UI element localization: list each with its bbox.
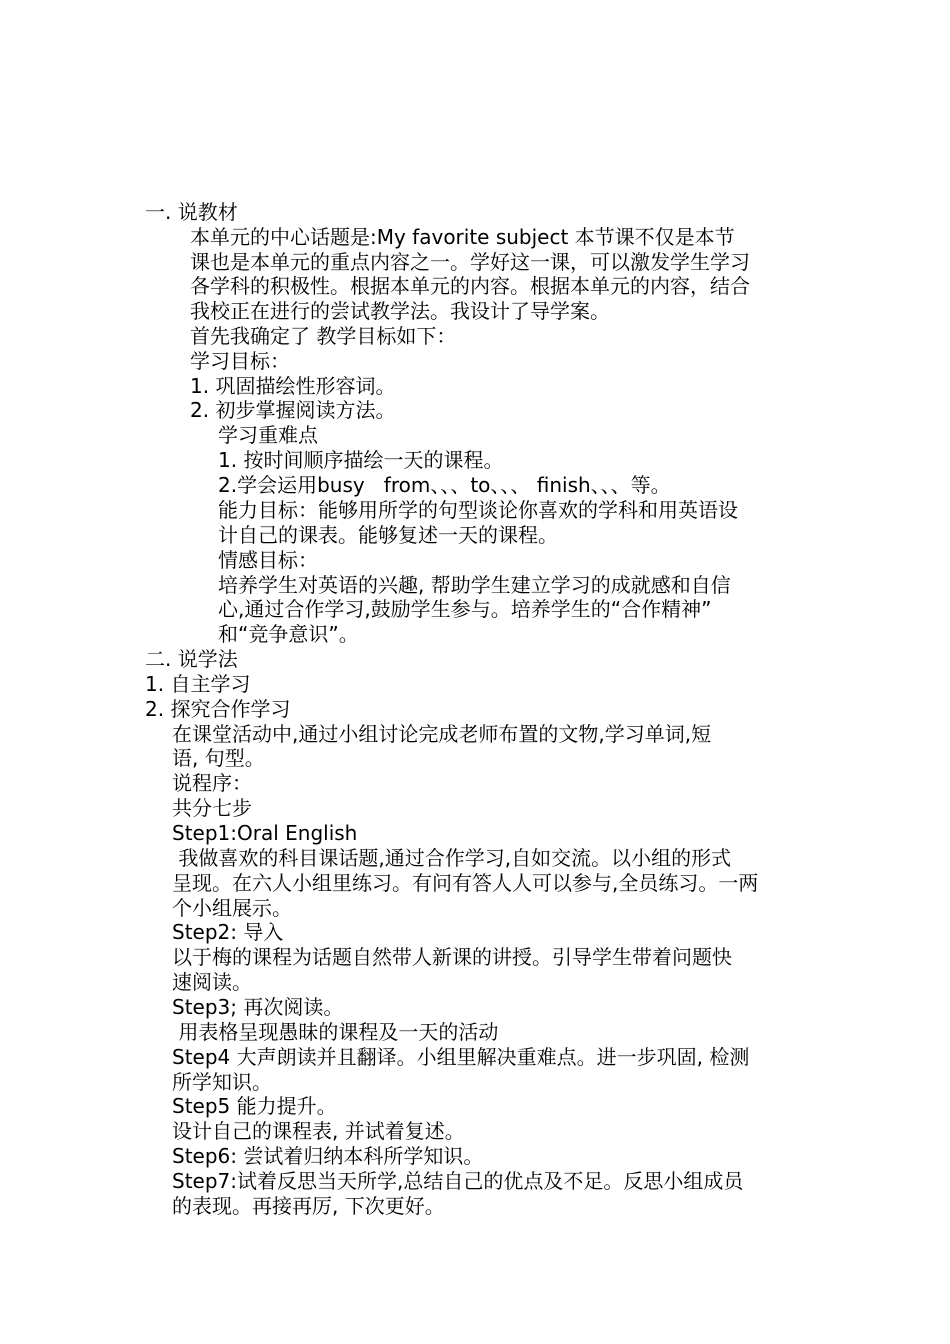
procedure-intro: 共分七步 (172, 796, 252, 820)
section-heading-procedure: 说程序： (172, 771, 252, 795)
study-goal-item: 2. 初步掌握阅读方法。 (190, 398, 396, 422)
method-desc-line: 语, 句型。 (172, 746, 265, 770)
step5-desc: 设计自己的课程表, 并试着复述。 (172, 1119, 465, 1143)
step6-line: Step6: 尝试着归纳本科所学知识。 (172, 1144, 484, 1168)
emotion-goal-line: 培养学生对英语的兴趣, 帮助学生建立学习的成就感和自信 (218, 573, 731, 597)
step3-desc: 用表格呈现愚昧的课程及一天的活动 (172, 1020, 499, 1044)
step4-line: Step4 大声朗读并且翻译。小组里解决重难点。进一步巩固, 检测 (172, 1045, 750, 1069)
emotion-goal-line: 心,通过合作学习,鼓励学生参与。培养学生的“合作精神” (218, 597, 712, 621)
emotion-goal-title: 情感目标： (218, 548, 318, 572)
step3-title: Step3; 再次阅读。 (172, 995, 344, 1019)
goal-intro: 首先我确定了 教学目标如下： (190, 324, 457, 348)
emotion-goal-line: 和“竞争意识”。 (218, 622, 359, 646)
method-item: 2. 探究合作学习 (145, 697, 291, 721)
step1-title: Step1:Oral English (172, 821, 358, 845)
section-heading-teaching-material: 一. 说教材 (145, 200, 238, 224)
step7-line: Step7:试着反思当天所学,总结自己的优点及不足。反思小组成员 (172, 1169, 744, 1193)
step4-line: 所学知识。 (172, 1070, 272, 1094)
step2-title: Step2: 导入 (172, 920, 284, 944)
ability-goal-line: 能力目标：能够用所学的句型谈论你喜欢的学科和用英语设 (218, 498, 738, 522)
paragraph-line: 本单元的中心话题是:My favorite subject 本节课不仅是本节 (190, 225, 735, 249)
key-points-title: 学习重难点 (218, 423, 318, 447)
method-desc-line: 在课堂活动中,通过小组讨论完成老师布置的文物,学习单词,短 (172, 722, 712, 746)
section-heading-learning-method: 二. 说学法 (145, 647, 238, 671)
paragraph-line: 课也是本单元的重点内容之一。学好这一课，可以激发学生学习 (190, 250, 750, 274)
method-item: 1. 自主学习 (145, 672, 251, 696)
step5-title: Step5 能力提升。 (172, 1094, 337, 1118)
step2-desc-line: 以于梅的课程为话题自然带人新课的讲授。引导学生带着问题快 (172, 945, 732, 969)
study-goal-item: 1. 巩固描绘性形容词。 (190, 374, 396, 398)
paragraph-line: 我校正在进行的尝试教学法。我设计了导学案。 (190, 299, 610, 323)
step1-desc-line: 我做喜欢的科目课话题,通过合作学习,自如交流。以小组的形式 (172, 846, 732, 870)
study-goals-title: 学习目标： (190, 349, 290, 373)
step2-desc-line: 速阅读。 (172, 970, 252, 994)
step1-desc-line: 个小组展示。 (172, 896, 292, 920)
paragraph-line: 各学科的积极性。根据本单元的内容。根据本单元的内容，结合 (190, 274, 750, 298)
step7-line: 的表现。再接再厉, 下次更好。 (172, 1194, 445, 1218)
key-point-item: 2.学会运用busy from、、、to、、、 finish、、、等。 (218, 473, 671, 497)
step1-desc-line: 呈现。在六人小组里练习。有问有答人人可以参与,全员练习。一两 (172, 871, 759, 895)
key-point-item: 1. 按时间顺序描绘一天的课程。 (218, 448, 504, 472)
ability-goal-line: 计自己的课表。能够复述一天的课程。 (218, 523, 558, 547)
